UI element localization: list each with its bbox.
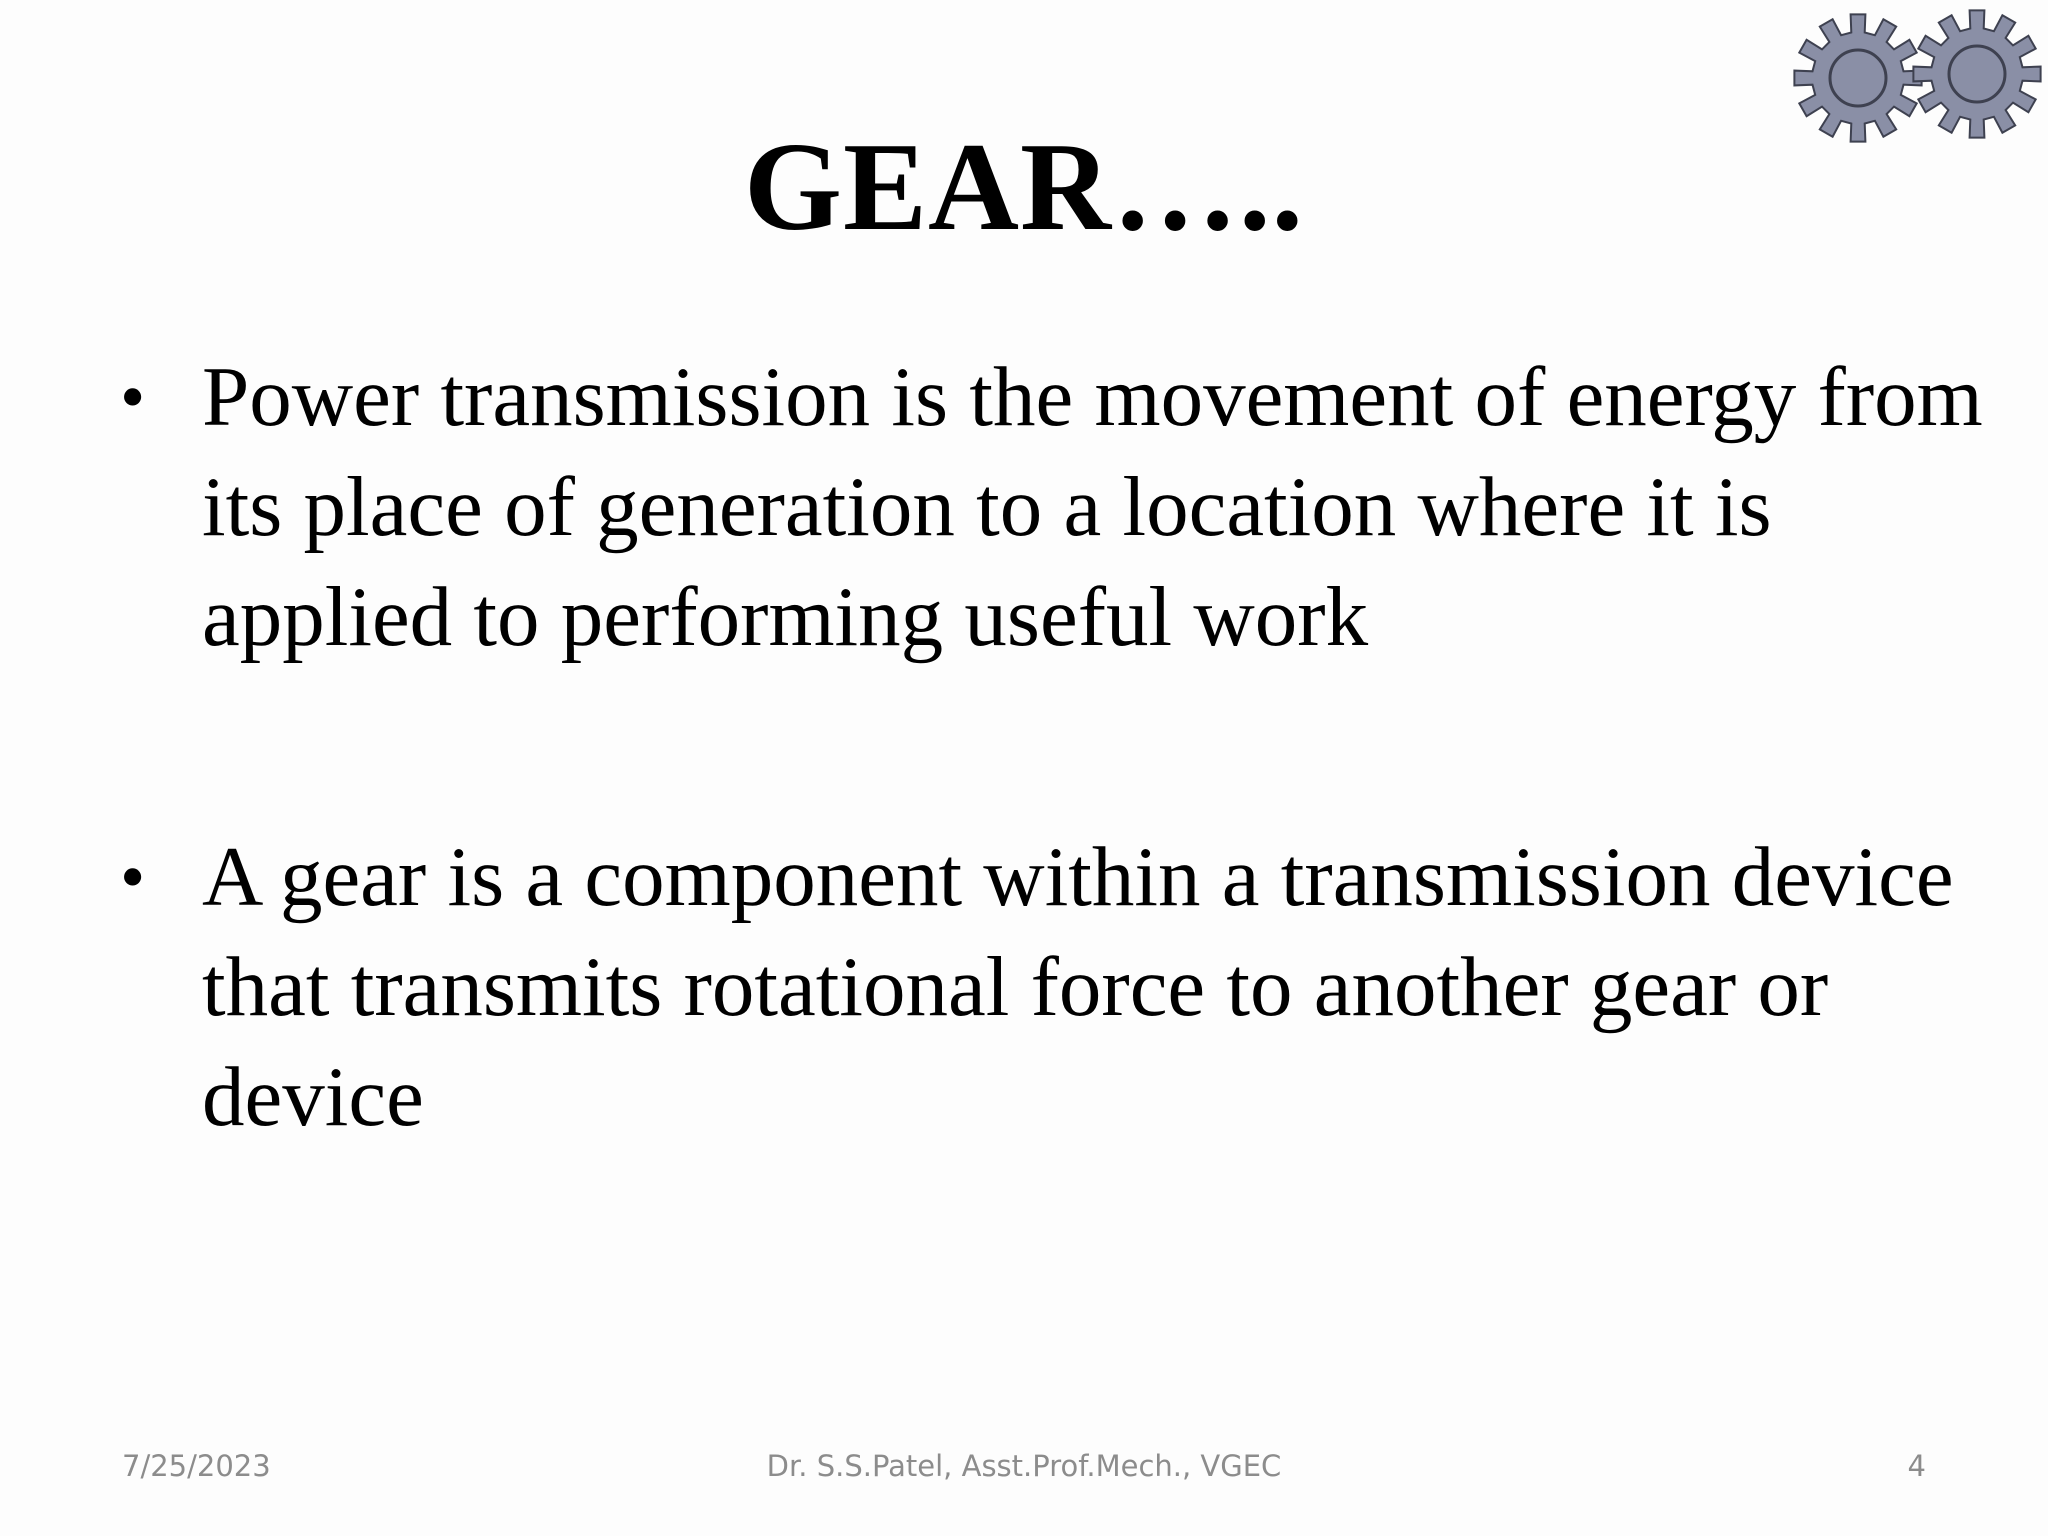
slide-title: GEAR….. (743, 118, 1305, 257)
footer-author: Dr. S.S.Patel, Asst.Prof.Mech., VGEC (766, 1449, 1282, 1483)
footer-date: 7/25/2023 (122, 1449, 271, 1483)
bullet-list (120, 342, 2000, 1152)
gear-hub (1830, 50, 1886, 106)
bullet-marker: • (120, 837, 146, 917)
gear-hub (1949, 46, 2005, 102)
bullet-marker: • (120, 357, 146, 437)
bullet-item-gear-definition (120, 822, 2000, 1152)
footer-page-number: 4 (1907, 1449, 1926, 1483)
bullet-text: A gear is a component within a transmission device that transmits rotational force to another gear or device (202, 830, 1954, 1144)
bullet-item-power-transmission (120, 342, 2000, 672)
bullet-text: Power transmission is the movement of energy from its place of generation to a location where it is applied to performing useful work (202, 350, 1983, 664)
